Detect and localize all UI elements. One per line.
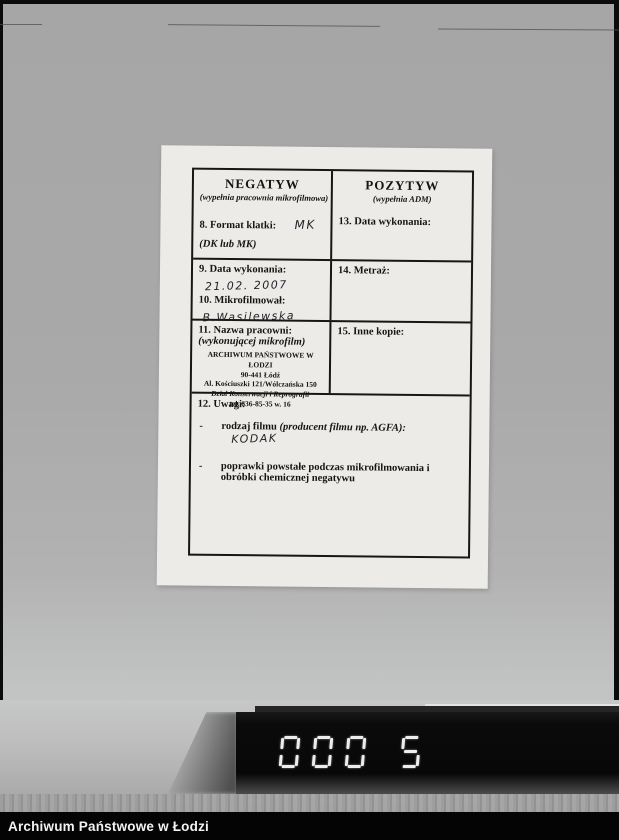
stamp-line-5: tel. 636-85-35 w. 16 [229,398,291,409]
cell-negatyw [193,170,333,259]
stamp-line-1: ARCHIWUM PAŃSTWOWE W ŁODZI [207,349,314,370]
uwagi-item-2-text: poprawki powstałe podczas mikrofilmowania i obróbki chemicznej negatywu [220,460,430,485]
counter-digit [345,736,367,768]
film-bottom-zone [0,700,619,813]
archive-footer-bar [0,812,619,840]
counter-shadow-wedge [168,712,238,794]
uwagi-item-2 [197,461,463,486]
form-table [188,168,474,559]
cell-pozytyw [332,171,472,260]
film-frame-top-edge [0,0,619,4]
field-11-label: 11. Nazwa pracowni: [198,324,293,337]
field-10-label: 10. Mikrofilmował: [198,294,286,307]
field-9-label: 9. Data wykonania: [198,263,287,276]
uwagi-item-1-text [221,421,463,448]
film-scratch [438,29,619,31]
stamp-line-4: Dział Konserwacji i Reprografii [211,388,310,399]
field-8-value-handwritten: MK [294,217,316,233]
stamp-line-3: Al. Kościuszki 121/Wólczańska 150 [203,378,317,390]
counter-digit [312,736,334,768]
table-row-12 [190,392,470,557]
uwagi-item-2-dash: - [198,460,203,472]
field-14-label: 14. Metraż: [337,265,390,277]
uwagi-item-1 [197,421,463,448]
film-grain-band [0,794,619,813]
counter-digit [400,736,422,768]
field-12-label: 12. Uwagi: [197,398,246,411]
field-10-value-handwritten: B.Wasilewska [202,309,296,325]
negatyw-subtitle: (wypełnia pracownia mikrofilmowa) [199,191,329,204]
uwagi-item-1-italic: (producent filmu np. AGFA): [279,421,406,434]
field-8-note: (DK lub MK) [199,238,257,251]
field-9-value-handwritten: 21.02. 2007 [204,278,288,294]
stamp-line-2: 90-441 Łódź [240,369,281,380]
microfilm-form-card [157,145,493,588]
table-row-header-8-13 [193,170,472,261]
field-8 [199,215,324,234]
counter-digit [279,736,301,768]
uwagi-item-1-value-handwritten: KODAK [231,431,278,446]
field-15-label: 15. Inne kopie: [337,326,405,338]
archive-name-label: Archiwum Państwowe w Łodzi [8,818,209,834]
cell-9-10 [192,260,332,325]
frame-counter-panel [236,712,619,794]
cell-15 [331,322,471,394]
field-13-label: 13. Data wykonania: [338,216,432,229]
pozytyw-title: POZYTYW [365,177,440,194]
frame-counter-display [280,736,434,773]
pozytyw-subtitle: (wypełnia ADM) [372,193,432,205]
table-row-9-10-14 [192,258,471,325]
uwagi-item-1-bold: rodzaj filmu [221,420,277,433]
uwagi-item-1-dash: - [199,420,203,432]
field-11-sublabel: (wykonującej mikrofilm) [198,335,306,348]
cell-12 [190,394,470,557]
negatyw-title: NEGATYW [225,175,300,192]
cell-14 [331,261,471,321]
film-scratch [0,24,42,25]
film-scratch [168,24,380,27]
field-8-label: 8. Format klatki: [199,219,277,232]
